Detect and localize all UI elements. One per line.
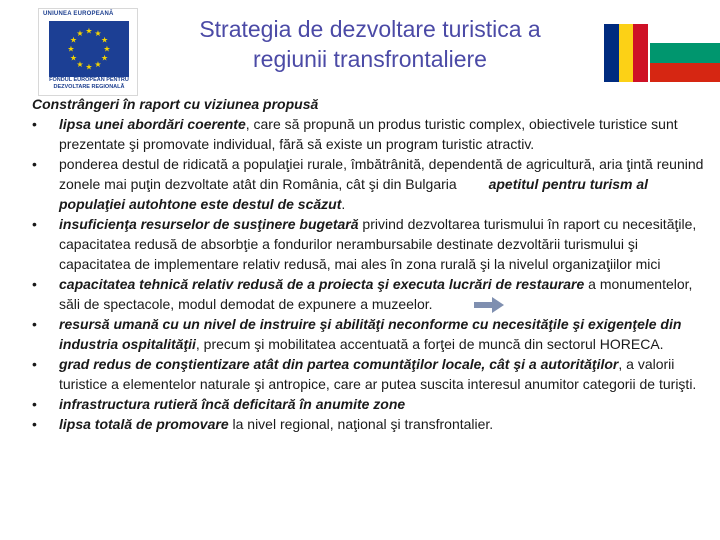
item-bold-text: grad redus de conştientizare atât din partea comuntăţilor locale, cât şi a autorităţilor [59, 356, 619, 372]
item-bold-text: lipsa totală de promovare [59, 416, 229, 432]
romania-flag-stripe [619, 24, 634, 82]
section-heading: Constrângeri în raport cu viziunea propusă [32, 96, 319, 112]
star-icon: ★ [94, 60, 102, 70]
item-text: , a valorii turistice a elementelor naturale şi antropice, care ar putea suscita interesul anumitor categorii de turişti. [59, 356, 697, 392]
list-item [34, 354, 710, 394]
title-line-2: regiunii transfrontaliere [253, 46, 487, 72]
bullet: • [32, 416, 37, 432]
bullet: • [32, 276, 37, 292]
item-text: privind dezvoltarea turismului în raport cu necesităţile, capacitatea redusă de absorbţie a fondurilor nerambursabile destinate dezvoltării turismului şi capacitatea de implementare relativ redusă, mai ales în zona rurală şi la nivelul organizaţiilor mici [59, 216, 697, 272]
item-text: la nivel regional, naţional şi transfrontalier. [228, 416, 494, 432]
list-item [34, 114, 710, 154]
arrow-right-icon [474, 296, 504, 314]
romania-flag-stripe [604, 24, 619, 82]
page-title [140, 14, 600, 74]
title-line-1: Strategia de dezvoltare turistica a [199, 16, 541, 42]
star-icon: ★ [85, 62, 93, 72]
bullet: • [32, 216, 37, 232]
eu-logo-bottom-text: FONDUL EUROPEAN PENTRU DEZVOLTARE REGIONALĂ [49, 77, 129, 90]
star-icon: ★ [94, 28, 102, 38]
item-text: ponderea destul de ridicată a populaţiei rurale, îmbătrânită, dependentă de agricultură, aria ţintă reunind zonele mai puţin dezvoltate atât din România, cât şi din Bulgaria [59, 156, 704, 192]
star-icon: ★ [76, 28, 84, 38]
bulgaria-flag-stripe [650, 43, 720, 62]
bullet: • [32, 396, 37, 412]
star-icon: ★ [85, 26, 93, 36]
bulgaria-flag-stripe [650, 24, 720, 43]
item-bold-text: insuficienţa resurselor de susţinere bugetară [59, 216, 359, 232]
romania-flag-stripe [633, 24, 648, 82]
star-icon: ★ [69, 35, 77, 45]
bullet: • [32, 316, 37, 332]
list-item [34, 154, 710, 214]
list-item [34, 394, 710, 414]
item-end-text: . [341, 196, 346, 212]
star-icon: ★ [103, 44, 111, 54]
romania-flag-icon [604, 24, 648, 82]
star-icon: ★ [67, 44, 75, 54]
item-bold-text: capacitatea tehnică relativ redusă de a proiecta şi executa lucrări de restaurare [59, 276, 585, 292]
bulgaria-flag-icon [650, 24, 720, 82]
item-text: , precum şi mobilitatea accentuată a forţei de muncă din sectorul HORECA. [195, 336, 664, 352]
item-bold-text: resursă umană cu un nivel de instruire şi abilităţi neconforme cu necesităţile şi exigenţele din industria ospitalităţii [59, 316, 682, 352]
bullet: • [32, 116, 37, 132]
eu-logo [38, 8, 138, 96]
bullet: • [32, 156, 37, 172]
bullet: • [32, 356, 37, 372]
item-text: , care să propună un produs turistic complex, obiectivele turistice sunt prezentate şi promovate individual, fără să existe un program turistic atractiv. [59, 116, 678, 152]
item-text: a monumentelor, săli de spectacole, modul demodat de expunere a muzeelor. [59, 276, 693, 312]
constraints-list [34, 114, 710, 434]
item-bold-text: apetitul pentru turism al populaţiei autohtone este destul de scăzut [59, 176, 649, 212]
main-content [34, 94, 710, 434]
list-item [34, 314, 710, 354]
list-item [34, 274, 710, 314]
list-item [34, 414, 710, 434]
eu-stars-icon [49, 21, 129, 77]
star-icon: ★ [76, 60, 84, 70]
eu-flag-icon [49, 21, 129, 77]
bulgaria-flag-stripe [650, 63, 720, 82]
item-bold-text: lipsa unei abordări coerente [59, 116, 246, 132]
list-item [34, 214, 710, 274]
star-icon: ★ [101, 53, 109, 63]
item-bold-text: infrastructura rutieră încă deficitară în anumite zone [59, 396, 406, 412]
eu-logo-top-text: UNIUNEA EUROPEANĂ [43, 11, 114, 17]
star-icon: ★ [69, 53, 77, 63]
star-icon: ★ [101, 35, 109, 45]
